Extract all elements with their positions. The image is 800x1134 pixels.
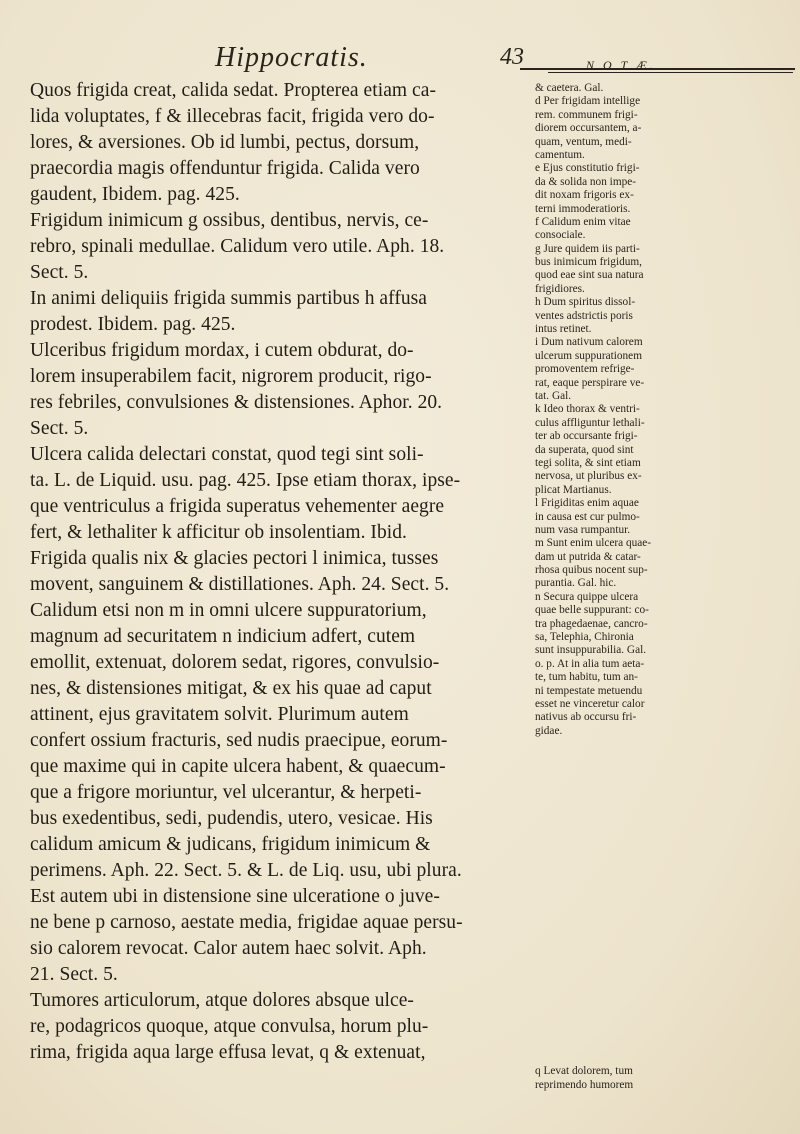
note-line: camentum. — [535, 148, 585, 161]
text-line: magnum ad securitatem n indicium adfert, cutem — [30, 626, 416, 647]
text-line: Quos frigida creat, calida sedat. Propterea etiam ca- — [30, 80, 436, 101]
note-line: rem. communem frigi- — [535, 108, 638, 121]
note-line: quam, ventum, medi- — [535, 135, 632, 148]
note-line: da & solida non impe- — [535, 175, 637, 188]
notes-bottom — [535, 1064, 795, 1092]
text-line: Sect. 5. — [30, 262, 89, 283]
note-line: promoventem refrige- — [535, 363, 635, 376]
notes-heading: N O T Æ. — [586, 58, 656, 72]
notes-heading-rule — [548, 72, 793, 73]
text-line: ne bene p carnoso, aestate media, frigidae aquae persu- — [30, 912, 463, 933]
note-line: ter ab occursante frigi- — [535, 430, 638, 443]
note-line: ulcerum suppurationem — [535, 349, 642, 362]
running-title: Hippocratis. — [215, 42, 368, 73]
text-line: perimens. Aph. 22. Sect. 5. & L. de Liq. usu, ubi plura. — [30, 860, 462, 881]
page-header — [0, 42, 800, 74]
text-line: Sect. 5. — [30, 418, 89, 439]
note-line: te, tum habitu, tum an- — [535, 671, 638, 684]
text-line: que ventriculus a frigida superatus vehementer aegre — [30, 496, 445, 517]
note-line: num vasa rumpantur. — [535, 523, 631, 536]
text-line: que a frigore moriuntur, vel ulcerantur, & herpeti- — [30, 782, 422, 803]
note-line: & caetera. Gal. — [535, 82, 604, 94]
text-line: Ulcera calida delectari constat, quod tegi sint soli- — [30, 444, 424, 465]
note-line: q Levat dolorem, tum — [535, 1065, 633, 1077]
notes-column — [535, 82, 795, 738]
note-line: m Sunt enim ulcera quae- — [535, 537, 652, 550]
page-number: 43 — [500, 44, 524, 70]
note-line: tegi solita, & sint etiam — [535, 456, 641, 469]
note-line: culus affliguntur lethali- — [535, 416, 645, 429]
text-line: lores, & aversiones. Ob id lumbi, pectus, dorsum, — [30, 132, 420, 153]
note-line: purantia. Gal. hic. — [535, 577, 617, 590]
note-line: quod eae sint sua natura — [535, 269, 644, 282]
note-line: nativus ab occursu fri- — [535, 711, 637, 724]
text-line: que maxime qui in capite ulcera habent, & quaecum- — [30, 756, 446, 777]
note-line: ventes adstrictis poris — [535, 309, 633, 322]
note-line: g Jure quidem iis parti- — [535, 242, 640, 255]
text-line: 21. Sect. 5. — [30, 964, 118, 985]
note-line: terni immoderatioris. — [535, 202, 631, 215]
text-line: lorem insuperabilem facit, nigrorem producit, rigo- — [30, 366, 432, 387]
text-line: Frigidum inimicum g ossibus, dentibus, nervis, ce- — [30, 210, 429, 231]
note-line: dit noxam frigoris ex- — [535, 189, 634, 202]
note-line: tra phagedaenae, cancro- — [535, 617, 648, 630]
note-line: k Ideo thorax & ventri- — [535, 403, 640, 416]
text-line: Est autem ubi in distensione sine ulceratione o juve- — [30, 886, 440, 907]
text-line: gaudent, Ibidem. pag. 425. — [30, 184, 240, 205]
note-line: n Secura quippe ulcera — [535, 590, 639, 603]
note-line: consociale. — [535, 229, 586, 242]
note-line: rat, eaque perspirare ve- — [535, 376, 645, 389]
text-line: fert, & lethaliter k afficitur ob insolentiam. Ibid. — [30, 522, 407, 543]
text-line: emollit, extenuat, dolorem sedat, rigores, convulsio- — [30, 652, 440, 673]
text-line: attinent, ejus gravitatem solvit. Plurimum autem — [30, 704, 409, 725]
note-line: sa, Telephia, Chironia — [535, 631, 634, 644]
note-line: da superata, quod sint — [535, 443, 634, 456]
text-line: calidum amicum & judicans, frigidum inimicum & — [30, 834, 431, 855]
note-line: quae belle suppurant: co- — [535, 604, 649, 617]
text-line: re, podagricos quoque, atque convulsa, horum plu- — [30, 1016, 429, 1037]
note-line: reprimendo humorem — [535, 1079, 634, 1091]
text-line: confert ossium fracturis, sed nudis praecipue, eorum- — [30, 730, 448, 751]
note-line: frigidiores. — [535, 282, 585, 295]
text-line: res febriles, convulsiones & distensiones. Aphor. 20. — [30, 392, 443, 413]
note-line: bus inimicum frigidum, — [535, 256, 643, 269]
note-line: e Ejus constitutio frigi- — [535, 162, 640, 175]
note-line: rhosa quibus nocent sup- — [535, 564, 648, 577]
text-line: sio calorem revocat. Calor autem haec solvit. Aph. — [30, 938, 427, 959]
text-line: rima, frigida aqua large effusa levat, q & extenuat, — [30, 1042, 426, 1063]
text-line: rebro, spinali medullae. Calidum vero utile. Aph. 18. — [30, 236, 445, 257]
text-line: lida voluptates, f & illecebras facit, frigida vero do- — [30, 106, 435, 127]
note-line: intus retinet. — [535, 323, 592, 336]
text-line: In animi deliquiis frigida summis partibus h affusa — [30, 288, 428, 309]
text-line: nes, & distensiones mitigat, & ex his quae ad caput — [30, 678, 432, 699]
note-line: l Frigiditas enim aquae — [535, 497, 639, 510]
note-line: i Dum nativum calorem — [535, 336, 643, 349]
main-text-column — [30, 78, 525, 1066]
note-line: gidae. — [535, 724, 563, 737]
text-line: ta. L. de Liquid. usu. pag. 425. Ipse etiam thorax, ipse- — [30, 470, 461, 491]
note-line: plicat Martianus. — [535, 483, 612, 496]
note-line: esset ne vinceretur calor — [535, 697, 645, 710]
note-line: h Dum spiritus dissol- — [535, 296, 636, 309]
text-line: Tumores articulorum, atque dolores absque ulce- — [30, 990, 414, 1011]
text-line: Calidum etsi non m in omni ulcere suppuratorium, — [30, 600, 427, 621]
note-line: in causa est cur pulmo- — [535, 510, 640, 523]
note-line: ni tempestate metuendu — [535, 684, 643, 697]
note-line: nervosa, ut pluribus ex- — [535, 470, 642, 483]
text-line: praecordia magis offenduntur frigida. Calida vero — [30, 158, 420, 179]
note-line: f Calidum enim vitae — [535, 215, 631, 228]
note-line: tat. Gal. — [535, 389, 572, 402]
note-line: dam ut putrida & catar- — [535, 550, 641, 563]
note-line: diorem occursantem, a- — [535, 122, 642, 135]
text-line: prodest. Ibidem. pag. 425. — [30, 314, 236, 335]
text-line: bus exedentibus, sedi, pudendis, utero, vesicae. His — [30, 808, 433, 829]
text-line: Ulceribus frigidum mordax, i cutem obdurat, do- — [30, 340, 414, 361]
header-rule — [520, 68, 795, 70]
note-line: d Per frigidam intellige — [535, 95, 641, 108]
note-line: sunt insuppurabilia. Gal. — [535, 644, 647, 657]
text-line: Frigida qualis nix & glacies pectori l inimica, tusses — [30, 548, 439, 569]
text-line: movent, sanguinem & distillationes. Aph. 24. Sect. 5. — [30, 574, 450, 595]
note-line: o. p. At in alia tum aeta- — [535, 657, 645, 670]
